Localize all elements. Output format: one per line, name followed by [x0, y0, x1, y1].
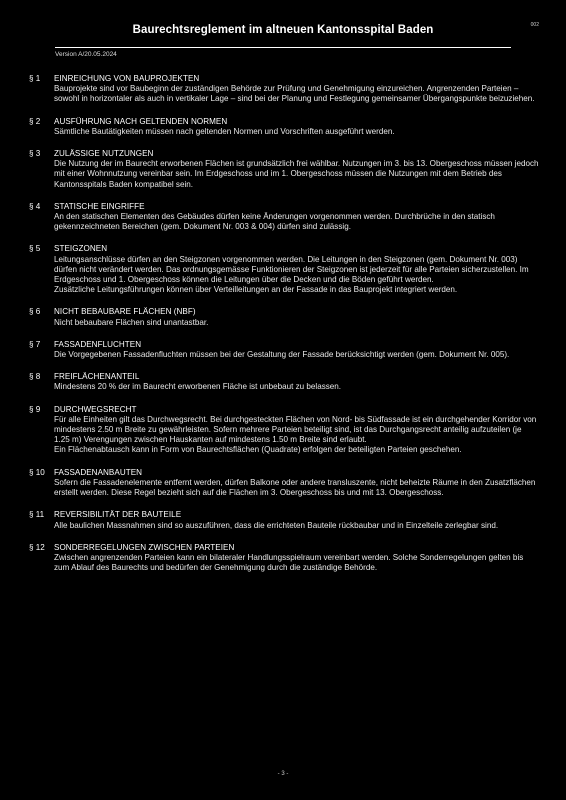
- section-title: STEIGZONEN: [54, 244, 108, 254]
- section: [29, 372, 539, 392]
- section-paragraph: Zwischen angrenzenden Parteien kann ein bilateraler Handlungsspielraum vereinbart werden. Solche Sonderregelungen gelten bis zum Ablauf des Baurechts und bedürfen der Genehmigung durch die zuständige Behörde.: [54, 552, 524, 573]
- section-number: § 2: [29, 116, 41, 126]
- section: [29, 405, 539, 456]
- section-number: § 6: [29, 307, 41, 317]
- page-code: 002: [530, 22, 539, 28]
- section: [29, 510, 539, 530]
- section-number: § 5: [29, 244, 41, 254]
- section-paragraph: Zusätzliche Leitungsführungen können über Verteilleitungen an der Fassade in das Bauprojekt integriert werden.: [54, 285, 458, 295]
- section-title: ZULÄSSIGE NUTZUNGEN: [54, 149, 154, 159]
- page-number: - 3 -: [277, 771, 289, 777]
- sections-list: [29, 74, 539, 585]
- section: [29, 468, 539, 499]
- section-number: § 11: [29, 510, 45, 520]
- section: [29, 244, 539, 295]
- section-paragraph: Ein Flächenabtausch kann in Form von Baurechtsflächen (Quadrate) erfolgen der beteiligten Parteien geschehen.: [54, 445, 462, 455]
- section-paragraph: Sämtliche Bautätigkeiten müssen nach geltenden Normen und Vorschriften ausgeführt werden.: [54, 126, 395, 136]
- section: [29, 117, 539, 137]
- version-label: Version A/20.05.2024: [55, 51, 117, 58]
- section-paragraph: Alle baulichen Massnahmen sind so auszuführen, dass die errichteten Bauteile rückbaubar und in Einzelteile zerlegbar sind.: [54, 520, 499, 530]
- section-paragraph: Nicht bebaubare Flächen sind unantastbar.: [54, 317, 209, 327]
- section: [29, 74, 539, 105]
- section-paragraph: Leitungsanschlüsse dürfen an den Steigzonen vorgenommen werden. Die Leitungen in den Steigzonen (gem. Dokument Nr. 003) dürfen nicht verändert werden. Das ordnungsgemässe Funktionieren der Steigzonen ist jederzeit für alle Parteien sicherzustellen. Im Erdgeschoss und 1. Obergeschoss können die Leitungen über die Decken und die Böden geführt werden.: [54, 254, 529, 285]
- section-paragraph: Für alle Einheiten gilt das Durchwegsrecht. Bei durchgesteckten Flächen von Nord- bis Südfassade ist ein durchgehender Korridor von mindestens 2.50 m Breite zu gewährleisten. Sofern mehrere Parteien beteiligt sind, ist das Durchgangsrecht anteilig aufzuteilen (je 1.25 m) Verengungen zwischen Hauskanten auf mindestens 1.50 m Breite sind erlaubt.: [54, 414, 537, 445]
- section-title: SONDERREGELUNGEN ZWISCHEN PARTEIEN: [54, 542, 235, 552]
- section-paragraph: An den statischen Elementen des Gebäudes dürfen keine Änderungen vorgenommen werden. Durchbrüche in den statisch gekennzeichneten Bereichen (gem. Dokument Nr. 003 & 004) dürfen sind zulässig.: [54, 212, 495, 232]
- section-title: STATISCHE EINGRIFFE: [54, 201, 145, 211]
- section: [29, 340, 539, 360]
- section-number: § 7: [29, 339, 41, 349]
- section: [29, 202, 539, 233]
- section-number: § 12: [29, 542, 45, 552]
- section-title: NICHT BEBAUBARE FLÄCHEN (NBF): [54, 307, 196, 317]
- section-title: FREIFLÄCHENANTEIL: [54, 372, 140, 382]
- section-paragraph: Bauprojekte sind vor Baubeginn der zuständigen Behörde zur Prüfung und Genehmigung einzureichen. Angrenzenden Parteien – sowohl in horizontaler als auch in vertikaler Lage – sind bei der Planung und Festlegung gemeinsamer Übergangspunkte beizuziehen.: [54, 84, 535, 104]
- section-number: § 8: [29, 372, 41, 382]
- section-number: § 1: [29, 74, 41, 83]
- title-divider: [55, 47, 511, 48]
- document-title: Baurechtsreglement im altneuen Kantonsspital Baden: [132, 24, 434, 36]
- section-title: EINREICHUNG VON BAUPROJEKTEN: [54, 74, 200, 83]
- section-title: DURCHWEGSRECHT: [54, 404, 137, 414]
- section-number: § 10: [29, 467, 45, 477]
- section: [29, 149, 539, 190]
- section-title: REVERSIBILITÄT DER BAUTEILE: [54, 510, 182, 520]
- section-number: § 9: [29, 404, 41, 414]
- section: [29, 307, 539, 327]
- section-title: FASSADENFLUCHTEN: [54, 339, 142, 349]
- section-paragraph: Die Nutzung der im Baurecht erworbenen Flächen ist grundsätzlich frei wählbar. Nutzungen im 3. bis 13. Obergeschoss müssen jedoch mit einer Wohnnutzung vereinbar sein. Im Erdgeschoss und im 1. Obergeschoss müssen die Nutzungen mit dem Betrieb des Kantonsspitals Baden kompatibel sein.: [54, 159, 539, 189]
- section-number: § 3: [29, 149, 41, 159]
- section-paragraph: Sofern die Fassadenelemente entfernt werden, dürfen Balkone oder andere transluszente, nicht beheizte Räume in den Zusatzflächen erstellt werden. Diese Regel bezieht sich auf die Flächen im 3. Obergeschoss bis und mit 13. Obergeschoss.: [54, 477, 536, 498]
- section-title: FASSADENANBAUTEN: [54, 467, 143, 477]
- section: [29, 543, 539, 574]
- section-title: AUSFÜHRUNG NACH GELTENDEN NORMEN: [54, 116, 228, 126]
- section-number: § 4: [29, 201, 41, 211]
- section-paragraph: Die Vorgegebenen Fassadenfluchten müssen bei der Gestaltung der Fassade berücksichtigt werden (gem. Dokument Nr. 005).: [54, 350, 510, 360]
- section-paragraph: Mindestens 20 % der im Baurecht erworbenen Fläche ist unbebaut zu belassen.: [54, 382, 342, 392]
